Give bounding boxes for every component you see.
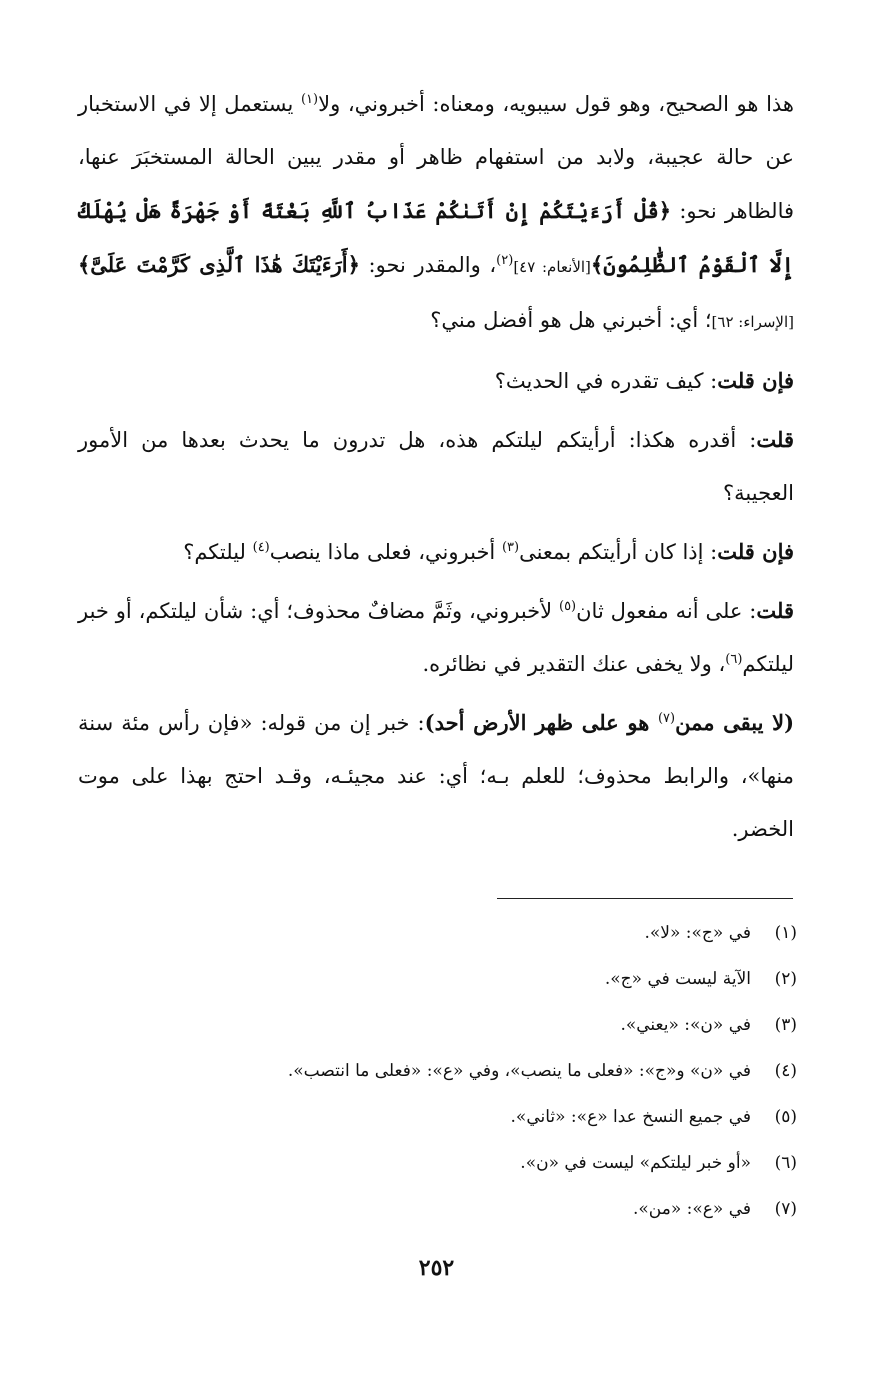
footnote-marker-7: (٧): [657, 711, 676, 726]
footnote-marker-5: (٥): [558, 599, 577, 614]
footnote-text: في «ع»: «من».: [632, 1199, 751, 1219]
footnote-4: [100, 1048, 797, 1094]
question-label: فإن قلت: [717, 368, 794, 393]
footnote-text: في «ن» و«ج»: «فعلى ما ينصب»، وفي «ع»: «فعلى ما انتصب».: [287, 1061, 751, 1081]
answer-label: قلت: [756, 427, 794, 452]
footnote-text: الآية ليست في «ج».: [604, 969, 751, 989]
paragraph-4: [78, 525, 794, 579]
text-segment: : على أنه مفعول ثان: [576, 599, 757, 623]
footnote-number: (١): [774, 923, 797, 943]
footnote-text: في جميع النسخ عدا «ع»: «ثاني».: [510, 1107, 751, 1127]
paragraph-5: [78, 584, 794, 691]
hadith-quote: هو على ظهر الأرض أحد): [424, 710, 658, 735]
paragraph-2: [78, 354, 794, 408]
footnote-text: في «ن»: «يعني».: [620, 1015, 751, 1035]
quran-verse: ﴿أَرَءَيْتَكَ هَٰذَا ٱلَّذِى كَرَّمْتَ عَلَىَّ﴾: [78, 252, 360, 277]
verse-reference: [الإسراء: ٦٢]: [711, 313, 794, 331]
footnote-3: [100, 1002, 797, 1048]
quran-verse: ﴿قُلْ أَرَءَيْتَكُمْ إِنْ أَتَىٰكُمْ عَذَابُ ٱللَّهِ بَغْتَةً أَوْ جَهْرَةً هَلْ يُهْلَكُ إِلَّا ٱلْقَوْمُ ٱلظَّٰلِمُونَ﴾: [78, 198, 794, 277]
footnote-number: (٥): [774, 1107, 797, 1127]
footnote-marker-2: (٢): [496, 253, 514, 268]
footnote-2: [100, 956, 797, 1002]
footnote-7: [100, 1186, 797, 1232]
footnote-number: (٤): [774, 1061, 797, 1081]
text-segment: ، والمقدر نحو:: [359, 253, 497, 277]
footnote-marker-3: (٣): [501, 540, 520, 555]
footnote-text: «أو خبر ليلتكم» ليست في «ن».: [520, 1153, 751, 1173]
footnote-number: (٣): [774, 1015, 797, 1035]
footnote-text: في «ج»: «لا».: [644, 923, 751, 943]
footnotes: [100, 910, 797, 1232]
paragraph-1: [78, 78, 794, 349]
answer-label: قلت: [756, 598, 794, 623]
text-segment: : كيف تقدره في الحديث؟: [494, 369, 718, 393]
text-segment: : أقدره هكذا: أرأيتكم ليلتكم هذه، هل تدرون ما يحدث بعدها من الأمور العجيبة؟: [78, 428, 794, 505]
text-segment: لأخبروني، وثَمَّ مضافٌ محذوف؛ أي: شأن ليلتكم، أو خبر ليلتكم: [78, 599, 794, 676]
paragraph-6: [78, 696, 794, 856]
main-text: [78, 78, 794, 861]
footnote-number: (٢): [774, 969, 797, 989]
text-segment: ، ولا يخفى عنك التقدير في نظائره.: [422, 652, 726, 676]
text-segment: يستعمل إلا في الاستخبار عن حالة عجيبة، ولابد من استفهام ظاهر أو مقدر يبين الحالة المستخبَرَ عنها، فالظاهر نحو:: [78, 92, 795, 223]
text-segment: ؛ أي: أخبرني هل هو أفضل مني؟: [430, 308, 712, 332]
footnote-number: (٧): [774, 1199, 797, 1219]
paragraph-3: [78, 413, 794, 520]
page-number: ٢٥٢: [418, 1255, 455, 1281]
question-label: فإن قلت: [717, 539, 794, 564]
text-segment: : إذا كان أرأيتكم بمعنى: [519, 540, 718, 564]
footnote-5: [100, 1094, 797, 1140]
verse-reference: [الأنعام: ٤٧]: [513, 258, 591, 276]
footnote-number: (٦): [774, 1153, 797, 1173]
text-segment: أخبروني، فعلى ماذا ينصب: [269, 540, 502, 564]
hadith-quote: (لا يبقى ممن: [675, 710, 795, 735]
text-segment: هذا هو الصحيح، وهو قول سيبويه، ومعناه: أخبروني، ولا: [318, 92, 794, 116]
footnote-marker-4: (٤): [252, 540, 270, 555]
text-segment: ليلتكم؟: [183, 540, 253, 564]
footnote-marker-6: (٦): [725, 652, 743, 667]
footnote-6: [100, 1140, 797, 1186]
footnote-marker-1: (١): [300, 92, 319, 107]
text-segment: : خبر إن من قوله: «فإن رأس مئة سنة منها»، والرابط محذوف؛ للعلم بـه؛ أي: عند مجيئـه، وقـد احتج بهذا على موت الخضر.: [78, 711, 794, 841]
footnote-separator: [497, 898, 793, 899]
footnote-1: [100, 910, 797, 956]
